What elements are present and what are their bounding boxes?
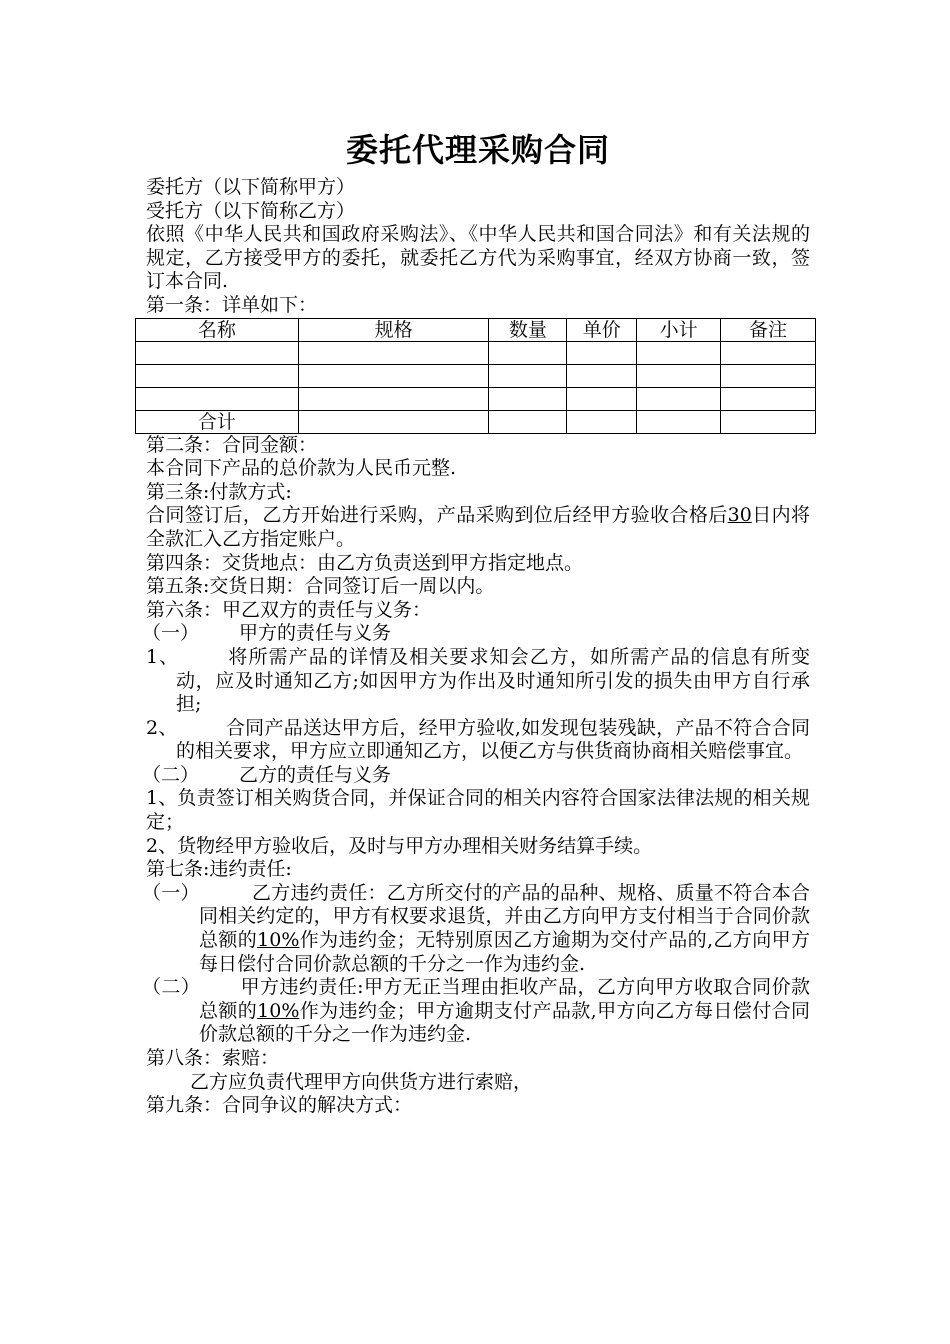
article-6-item-1 bbox=[146, 646, 810, 717]
table-header-row bbox=[136, 318, 816, 341]
item-text: 合同产品送达甲方后，经甲方验收,如发现包装残缺，产品不符合合同的相关要求，甲方应立即通知乙方，以便乙方与供货商协商相关赔偿事宜。 bbox=[176, 716, 811, 763]
article-6-heading: 第六条：甲乙双方的责任与义务： bbox=[146, 598, 432, 621]
table-header-cell: 名称 bbox=[136, 318, 299, 341]
item-table bbox=[135, 318, 816, 434]
article-3-text-a: 合同签订后，乙方开始进行采购，产品采购到位后经甲方验收合格后 bbox=[146, 504, 728, 527]
section-text-a: 乙方违约责任：乙方所交付的产品的品种、规格、质量不符合本合同相关约定的，甲方有权要求退货，并由乙方向甲方支付相当于合同价款总额的 bbox=[199, 881, 810, 952]
item-number: 1、 bbox=[146, 645, 180, 668]
section-number: （一） bbox=[142, 622, 200, 645]
table-total-row bbox=[136, 410, 816, 433]
article-1-heading: 第一条：详单如下： bbox=[146, 293, 318, 316]
section-title: 乙方的责任与义务 bbox=[239, 763, 392, 786]
table-total-label: 合计 bbox=[136, 410, 299, 433]
article-8-heading: 第八条：索赔： bbox=[146, 1047, 280, 1069]
article-8-text: 乙方应负责代理甲方向供货方进行索赔， bbox=[190, 1070, 533, 1093]
article-2-heading: 第二条：合同金额： bbox=[146, 433, 318, 456]
table-header-cell: 备注 bbox=[721, 318, 816, 341]
penalty-percent: 10% bbox=[257, 929, 300, 952]
penalty-percent: 10% bbox=[257, 999, 300, 1022]
article-6-section-2-heading bbox=[142, 764, 810, 788]
section-text-a: 甲方违约责任:甲方无正当理由拒收产品，乙方向甲方收取合同价款总额的 bbox=[199, 976, 810, 1022]
payment-days: 30 bbox=[727, 504, 752, 527]
section-number: （一） bbox=[142, 881, 200, 904]
table-header-cell: 规格 bbox=[298, 318, 489, 341]
table-header-cell: 小计 bbox=[637, 318, 721, 341]
contract-page bbox=[142, 128, 811, 1118]
table-row bbox=[136, 364, 816, 387]
item-text: 将所需产品的详情及相关要求知会乙方，如所需产品的信息有所变动，应及时通知乙方;如因甲方为作出及时通知所引发的损失由甲方自行承担; bbox=[176, 645, 810, 716]
party-a-line: 委托方（以下简称甲方） bbox=[146, 176, 356, 198]
article-9-heading: 第九条：合同争议的解决方式： bbox=[146, 1094, 413, 1117]
table-row bbox=[136, 341, 816, 364]
table-header-cell: 数量 bbox=[489, 318, 567, 341]
article-2-text: 本合同下产品的总价款为人民币元整. bbox=[146, 457, 457, 480]
preamble-paragraph: 依照《中华人民共和国政府采购法》、《中华人民共和国合同法》和有关法规的规定，乙方接受甲方的委托，就委托乙方代为采购事宜，经双方协商一致，签订本合同. bbox=[146, 223, 810, 293]
party-b-line: 受托方（以下简称乙方） bbox=[146, 199, 356, 222]
section-text-b: 作为违约金；甲方逾期支付产品款,甲方向乙方每日偿付合同价款总额的千分之一作为违约金. bbox=[199, 999, 810, 1046]
item-number: 2、 bbox=[146, 716, 178, 739]
article-6-section-1-heading bbox=[142, 622, 810, 646]
article-3-text bbox=[146, 504, 810, 551]
article-6-b-item-1: 1、负责签订相关购货合同，并保证合同的相关内容符合国家法律法规的相关规定； bbox=[146, 787, 810, 834]
table-row bbox=[136, 387, 816, 410]
article-3-heading: 第三条:付款方式: bbox=[146, 480, 292, 503]
document-title: 委托代理采购合同 bbox=[345, 131, 610, 169]
article-3-text-b: 日内将全款汇入乙方指定账户。 bbox=[146, 504, 810, 550]
article-7-section-2 bbox=[142, 976, 810, 1047]
section-number: （二） bbox=[142, 976, 201, 999]
article-7-heading: 第七条:违约责任: bbox=[146, 858, 292, 881]
table-header-cell: 单价 bbox=[567, 318, 637, 341]
section-text-b: 作为违约金；无特别原因乙方逾期为交付产品的,乙方向甲方每日偿付合同价款总额的千分之一作为违约金. bbox=[199, 929, 810, 975]
article-4-text: 第四条：交货地点：由乙方负责送到甲方指定地点。 bbox=[146, 551, 584, 574]
article-5-text: 第五条:交货日期：合同签订后一周以内。 bbox=[146, 575, 495, 598]
article-7-section-1 bbox=[142, 882, 810, 976]
section-number: （二） bbox=[142, 763, 200, 786]
article-6-item-2 bbox=[146, 717, 810, 764]
section-title: 甲方的责任与义务 bbox=[239, 622, 392, 645]
article-6-b-item-2: 2、货物经甲方验收后，及时与甲方办理相关财务结算手续。 bbox=[146, 834, 653, 857]
